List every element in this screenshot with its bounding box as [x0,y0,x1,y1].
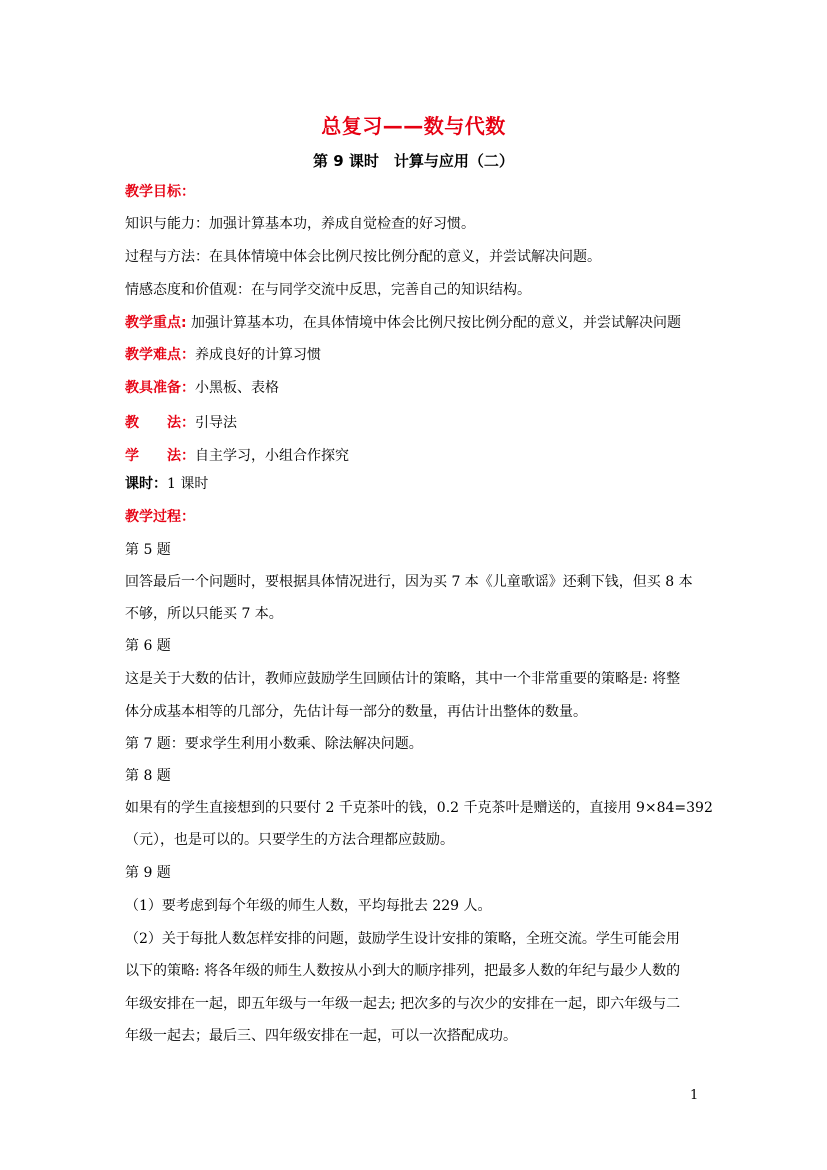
document-title: 总复习——数与代数 [321,114,506,138]
teaching-method-text: 引导法 [195,415,237,431]
objective-knowledge: 知识与能力：加强计算基本功，养成自觉检查的好习惯。 [125,216,475,232]
q8-text-line-2: （元），也是可以的。只要学生的方法合理都应鼓励。 [125,832,454,848]
learning-method-label: 学 法： [125,448,195,464]
class-hours-label: 课时： [125,476,167,492]
q9-text-line-3: 以下的策略: 将各年级的师生人数按从小到大的顺序排列，把最多人数的年纪与最少人数的 [125,963,681,979]
learning-method-text: 自主学习，小组合作探究 [195,448,349,464]
q5-text-line-1: 回答最后一个问题时，要根据具体情况进行，因为买 7 本《儿童歌谣》还剩下钱，但买 8 本 [125,574,693,590]
q8-heading: 第 8 题 [125,768,171,784]
q5-heading: 第 5 题 [125,542,171,558]
class-hours-row [125,474,705,494]
learning-method-row [125,446,705,466]
objective-attitude: 情感态度和价值观：在与同学交流中反思，完善自己的知识结构。 [125,282,531,298]
difficulty-row [125,345,705,365]
difficulty-text: 养成良好的计算习惯 [195,347,321,363]
tools-row [125,378,705,398]
q9-text-line-1: （1）要考虑到每个年级的师生人数，平均每批去 229 人。 [125,898,492,914]
page-number: 1 [690,1088,699,1103]
key-point-text: 加强计算基本功，在具体情境中体会比例尺按比例分配的意义，并尝试解决问题 [186,315,682,331]
process-heading: 教学过程： [125,509,195,525]
q9-text-line-4: 年级安排在一起，即五年级与一年级一起去; 把次多的与次少的安排在一起，即六年级与二 [125,996,681,1012]
tools-text: 小黑板、表格 [195,380,279,396]
tools-label: 教具准备： [125,380,195,396]
teaching-method-label: 教 法： [125,415,195,431]
q6-text-line-1: 这是关于大数的估计，教师应鼓励学生回顾估计的策略，其中一个非常重要的策略是: 将整 [125,671,681,687]
difficulty-label: 教学难点： [125,347,195,363]
key-point-row [125,313,705,333]
q9-heading: 第 9 题 [125,865,171,881]
q6-text-line-2: 体分成基本相等的几部分，先估计每一部分的数量，再估计出整体的数量。 [125,704,587,720]
class-hours-text: 1 课时 [167,476,209,492]
teaching-method-row [125,413,705,433]
objective-process: 过程与方法：在具体情境中体会比例尺按比例分配的意义，并尝试解决问题。 [125,249,601,265]
q9-text-line-2: （2）关于每批人数怎样安排的问题，鼓励学生设计安排的策略，全班交流。学生可能会用 [125,931,680,947]
q6-heading: 第 6 题 [125,638,171,654]
key-point-label: 教学重点: [125,315,187,331]
q9-text-line-5: 年级一起去；最后三、四年级安排在一起，可以一次搭配成功。 [125,1028,517,1044]
lesson-subtitle: 第 9 课时 计算与应用（二） [313,152,514,170]
q8-text-line-1: 如果有的学生直接想到的只要付 2 千克茶叶的钱，0.2 千克茶叶是赠送的，直接用 9×84=392 [125,800,713,816]
q5-text-line-2: 不够，所以只能买 7 本。 [125,606,283,622]
objectives-heading: 教学目标： [125,184,195,200]
q7-text: 第 7 题：要求学生利用小数乘、除法解决问题。 [125,736,423,752]
